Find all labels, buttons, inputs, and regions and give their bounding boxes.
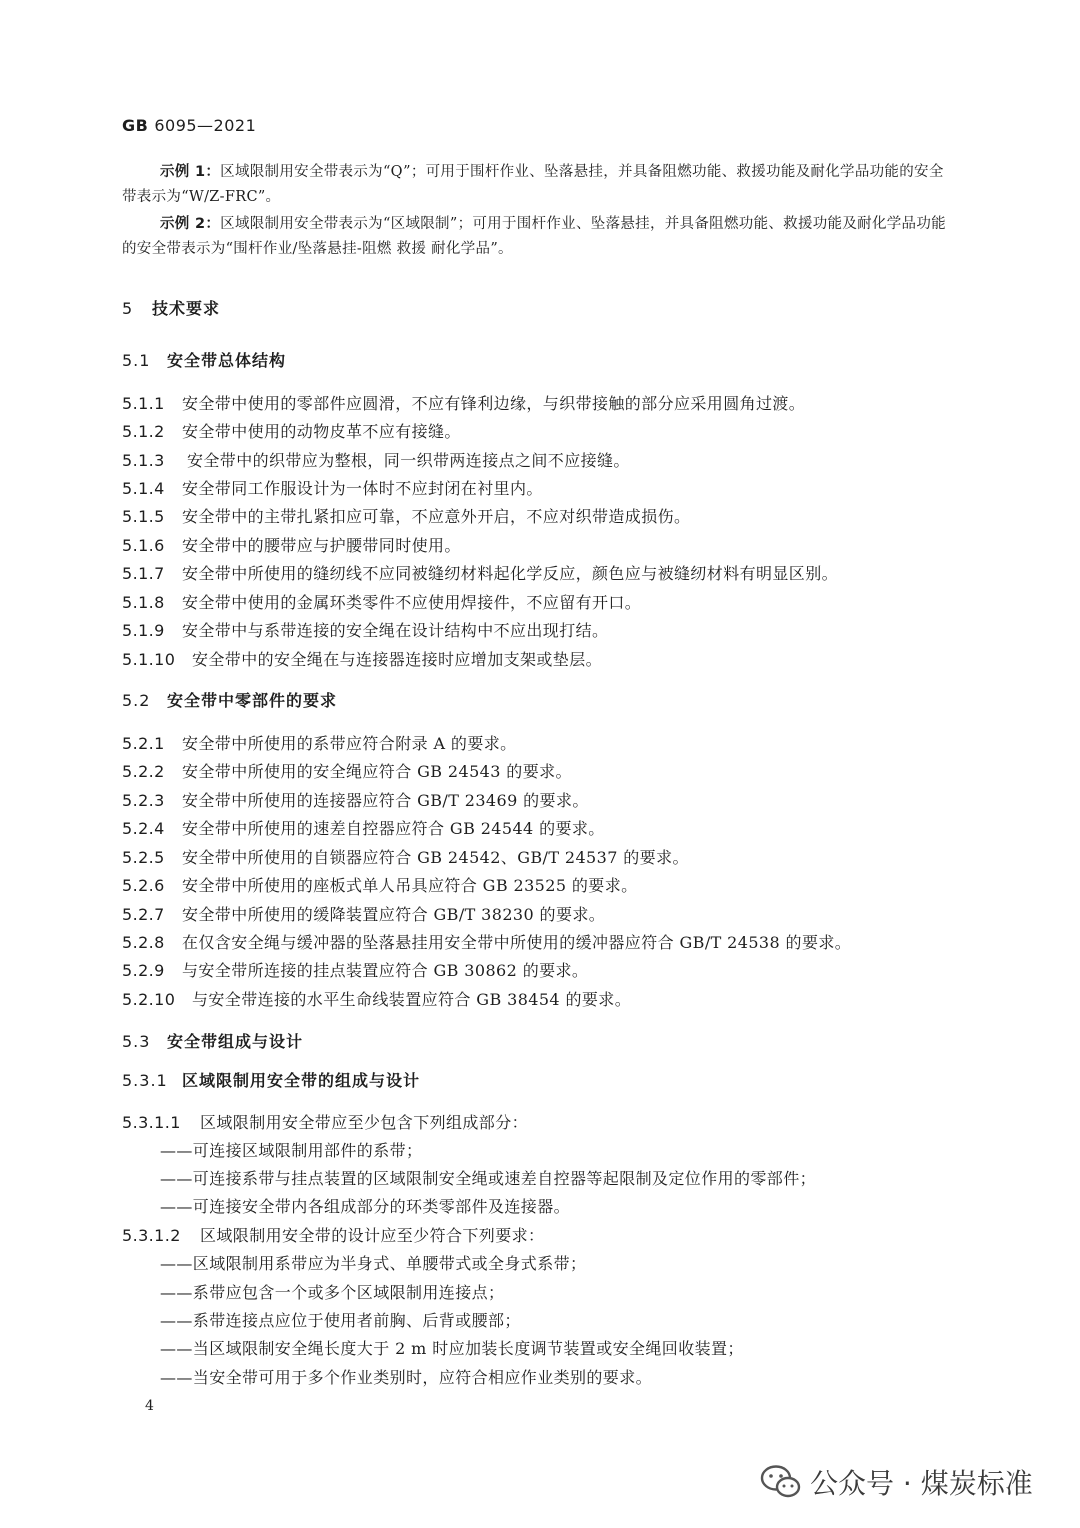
clause-5-1-1: 5.1.1 安全带中使用的零部件应圆滑，不应有锋利边缘，与织带接触的部分应采用圆角过渡。 xyxy=(122,394,806,413)
section-5-3-heading: 5.3 安全带组成与设计 xyxy=(122,1032,304,1051)
clause-5-2-8: 5.2.8 在仅含安全绳与缓冲器的坠落悬挂用安全带中所使用的缓冲器应符合 GB/T 24538 的要求。 xyxy=(122,933,852,952)
dash-item: ——当安全带可用于多个作业类别时，应符合相应作业类别的要求。 xyxy=(160,1368,653,1387)
clause-5-2-9: 5.2.9 与安全带所连接的挂点装置应符合 GB 30862 的要求。 xyxy=(122,961,589,980)
clause-5-1-5: 5.1.5 安全带中的主带扎紧扣应可靠，不应意外开启，不应对织带造成损伤。 xyxy=(122,507,691,526)
clause-5-2-2: 5.2.2 安全带中所使用的安全绳应符合 GB 24543 的要求。 xyxy=(122,762,572,781)
clause-5-1-9: 5.1.9 安全带中与系带连接的安全绳在设计结构中不应出现打结。 xyxy=(122,621,609,640)
section-5-3-1-heading: 5.3.1 区域限制用安全带的组成与设计 xyxy=(122,1071,421,1090)
clause-5-2-4: 5.2.4 安全带中所使用的速差自控器应符合 GB 24544 的要求。 xyxy=(122,819,605,838)
clause-5-2-5: 5.2.5 安全带中所使用的自锁器应符合 GB 24542、GB/T 24537 的要求。 xyxy=(122,848,689,867)
section-5-heading: 5 技术要求 xyxy=(122,299,221,318)
clause-5-1-4: 5.1.4 安全带同工作服设计为一体时不应封闭在衬里内。 xyxy=(122,479,543,498)
dash-item: ——系带应包含一个或多个区域限制用连接点； xyxy=(160,1283,505,1302)
example-2: 示例 2：区域限制用安全带表示为“区域限制”；可用于围杆作业、坠落悬挂，并具备阻燃功能、救援功能及耐化学品功能的安全带表示为“围杆作业/坠落悬挂-阻燃 救援 耐化学品”。 xyxy=(122,216,946,257)
page-number: 4 xyxy=(145,1398,154,1414)
dash-item: ——当区域限制安全绳长度大于 2 m 时应加装长度调节装置或安全绳回收装置； xyxy=(160,1339,744,1358)
dash-item: ——可连接区域限制用部件的系带； xyxy=(160,1141,423,1160)
clause-5-2-6: 5.2.6 安全带中所使用的座板式单人吊具应符合 GB 23525 的要求。 xyxy=(122,876,638,895)
section-5-2-heading: 5.2 安全带中零部件的要求 xyxy=(122,691,338,710)
clause-5-1-3: 5.1.3 安全带中的织带应为整根，同一织带两连接点之间不应接缝。 xyxy=(122,451,630,470)
dash-item: ——可连接系带与挂点装置的区域限制安全绳或速差自控器等起限制及定位作用的零部件； xyxy=(160,1169,817,1188)
clause-5-2-3: 5.2.3 安全带中所使用的连接器应符合 GB/T 23469 的要求。 xyxy=(122,791,589,810)
clause-5-2-10: 5.2.10 与安全带连接的水平生命线装置应符合 GB 38454 的要求。 xyxy=(122,990,632,1009)
wechat-icon xyxy=(760,1464,802,1500)
page-code: GB 6095—2021 xyxy=(122,116,257,135)
clause-5-1-2: 5.1.2 安全带中使用的动物皮革不应有接缝。 xyxy=(122,422,461,441)
dash-item: ——区域限制用系带应为半身式、单腰带式或全身式系带； xyxy=(160,1254,587,1273)
clause-5-3-1-2: 5.3.1.2 区域限制用安全带的设计应至少符合下列要求： xyxy=(122,1226,545,1245)
clause-5-3-1-1: 5.3.1.1 区域限制用安全带应至少包含下列组成部分： xyxy=(122,1113,529,1132)
clause-5-1-8: 5.1.8 安全带中使用的金属环类零件不应使用焊接件，不应留有开口。 xyxy=(122,593,642,612)
dash-item: ——系带连接点应位于使用者前胸、后背或腰部； xyxy=(160,1311,521,1330)
clause-5-2-1: 5.2.1 安全带中所使用的系带应符合附录 A 的要求。 xyxy=(122,734,517,753)
clause-5-2-7: 5.2.7 安全带中所使用的缓降装置应符合 GB/T 38230 的要求。 xyxy=(122,905,606,924)
watermark: 公众号 · 煤炭标准 xyxy=(760,1462,1033,1502)
example-1: 示例 1：区域限制用安全带表示为“Q”；可用于围杆作业、坠落悬挂，并具备阻燃功能、救援功能及耐化学品功能的安全带表示为“W/Z-FRC”。 xyxy=(122,164,944,205)
clause-5-1-6: 5.1.6 安全带中的腰带应与护腰带同时使用。 xyxy=(122,536,461,555)
clause-5-1-10: 5.1.10 安全带中的安全绳在与连接器连接时应增加支架或垫层。 xyxy=(122,650,603,669)
dash-item: ——可连接安全带内各组成部分的环类零部件及连接器。 xyxy=(160,1197,571,1216)
section-5-1-heading: 5.1 安全带总体结构 xyxy=(122,351,287,370)
clause-5-1-7: 5.1.7 安全带中所使用的缝纫线不应同被缝纫材料起化学反应，颜色应与被缝纫材料有明显区别。 xyxy=(122,564,839,583)
